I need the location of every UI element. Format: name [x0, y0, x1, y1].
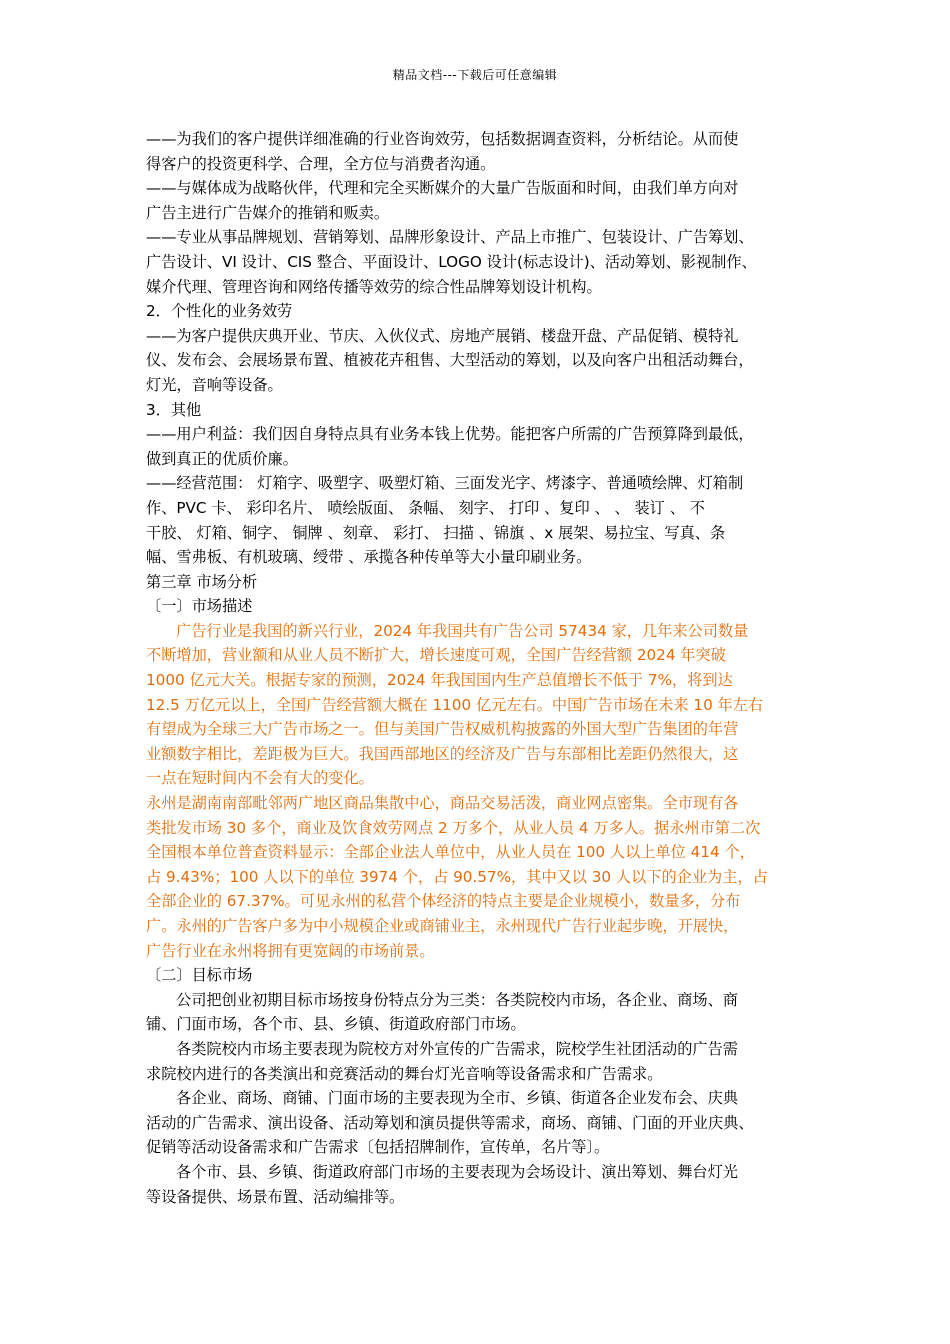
text-line: 广告行业是我国的新兴行业，2024 年我国共有广告公司 57434 家，几年来公司数量 — [176, 621, 749, 640]
text-line: 做到真正的优质价廉。 — [146, 449, 298, 468]
document-body — [146, 127, 806, 1209]
text-line: 第三章 市场分析 — [146, 572, 258, 591]
text-line: 〔一〕市场描述 — [146, 597, 253, 616]
text-line: 一点在短时间内不会有大的变化。 — [146, 769, 374, 788]
text-line: 业额数字相比，差距极为巨大。我国西部地区的经济及广告与东部相比差距仍然很大，这 — [146, 744, 739, 763]
text-line: 广告行业在永州将拥有更宽阔的市场前景。 — [146, 941, 435, 960]
text-line: 12.5 万亿元以上，全国广告经营额大概在 1100 亿元左右。中国广告市场在未来 10 年左右 — [146, 695, 764, 714]
text-line: 各类院校内市场主要表现为院校方对外宣传的广告需求，院校学生社团活动的广告需 — [176, 1039, 738, 1058]
text-line: 广告主进行广告媒介的推销和贩卖。 — [146, 203, 389, 222]
text-line: 有望成为全球三大广告市场之一。但与美国广告权威机构披露的外国大型广告集团的年营 — [146, 720, 739, 739]
text-line: 媒介代理、管理咨询和网络传播等效劳的综合性品牌筹划设计机构。 — [146, 277, 602, 296]
text-line: ——为客户提供庆典开业、节庆、入伙仪式、房地产展销、楼盘开盘、产品促销、模特礼 — [146, 326, 739, 345]
page-header: 精品文档---下载后可任意编辑 — [392, 68, 558, 82]
text-line: 不断增加，营业额和从业人员不断扩大，增长速度可观，全国广告经营额 2024 年突破 — [146, 646, 726, 665]
text-line: 干胶、 灯箱、铜字、 铜牌 、刻章、 彩打、 扫描 、锦旗 、x 展架、易拉宝、写真、条 — [146, 523, 726, 542]
text-line: 类批发市场 30 多个，商业及饮食效劳网点 2 万多个，从业人员 4 万多人。据永州市第二次 — [146, 818, 761, 837]
text-line: 等设备提供、场景布置、活动编排等。 — [146, 1187, 405, 1206]
text-line: 活动的广告需求、演出设备、活动筹划和演员提供等需求，商场、商铺、门面的开业庆典、 — [146, 1113, 754, 1132]
text-line: 铺、门面市场，各个市、县、乡镇、街道政府部门市场。 — [146, 1015, 526, 1034]
text-line: ——经营范围： 灯箱字、吸塑字、吸塑灯箱、三面发光字、烤漆字、普通喷绘牌、灯箱制 — [146, 474, 744, 493]
text-line: 永州是湖南南部毗邻两广地区商品集散中心，商品交易活泼，商业网点密集。全市现有各 — [146, 794, 739, 813]
text-line: 2．个性化的业务效劳 — [146, 302, 293, 321]
text-line: 幅、雪弗板、有机玻璃、绶带 、承揽各种传单等大小量印刷业务。 — [146, 548, 592, 567]
text-line: 促销等活动设备需求和广告需求〔包括招牌制作，宣传单，名片等〕。 — [146, 1138, 610, 1157]
text-line: 全国根本单位普查资料显示：全部企业法人单位中，从业人员在 100 人以上单位 414 个， — [146, 843, 755, 862]
text-line: 求院校内进行的各类演出和竞赛活动的舞台灯光音响等设备需求和广告需求。 — [146, 1064, 663, 1083]
text-line: 全部企业的 67.37%。可见永州的私营个体经济的特点主要是企业规模小，数量多，分布 — [146, 892, 741, 911]
text-line: ——为我们的客户提供详细准确的行业咨询效劳，包括数据调查资料，分析结论。从而使 — [146, 130, 739, 148]
text-line: ——与媒体成为战略伙伴，代理和完全买断媒介的大量广告版面和时间，由我们单方向对 — [146, 179, 739, 198]
text-line: 各个市、县、乡镇、街道政府部门市场的主要表现为会场设计、演出筹划、舞台灯光 — [176, 1162, 738, 1181]
text-line: 广告设计、VI 设计、CIS 整合、平面设计、LOGO 设计(标志设计)、活动筹划、影视制作、 — [146, 252, 757, 271]
text-line: 灯光，音响等设备。 — [146, 375, 283, 394]
text-line: ——用户利益：我们因自身特点具有业务本钱上优势。能把客户所需的广告预算降到最低， — [146, 425, 754, 444]
text-line: 〔二〕目标市场 — [146, 966, 253, 985]
text-line: 各企业、商场、商铺、门面市场的主要表现为全市、乡镇、街道各企业发布会、庆典 — [176, 1089, 738, 1108]
text-line: 作、PVC 卡、 彩印名片、 喷绘版面、 条幅、 刻字、 打印 、复印 、 、 装订 、 不 — [146, 498, 705, 517]
text-line: 公司把创业初期目标市场按身份特点分为三类：各类院校内市场，各企业、商场、商 — [176, 990, 738, 1009]
text-line: 占 9.43%；100 人以下的单位 3974 个，占 90.57%，其中又以 30 人以下的企业为主，占 — [146, 867, 768, 886]
text-line: 广。永州的广告客户多为中小规模企业或商铺业主，永州现代广告行业起步晚，开展快， — [146, 917, 739, 935]
text-line: 仪、发布会、会展场景布置、植被花卉租售、大型活动的筹划，以及向客户出租活动舞台， — [146, 351, 754, 370]
text-line: 3．其他 — [146, 400, 202, 419]
text-line: ——专业从事品牌规划、营销筹划、品牌形象设计、产品上市推广、包装设计、广告筹划、 — [146, 228, 754, 247]
text-line: 1000 亿元大关。根据专家的预测，2024 年我国国内生产总值增长不低于 7%，将到达 — [146, 671, 733, 690]
text-line: 得客户的投资更科学、合理，全方位与消费者沟通。 — [146, 154, 496, 173]
